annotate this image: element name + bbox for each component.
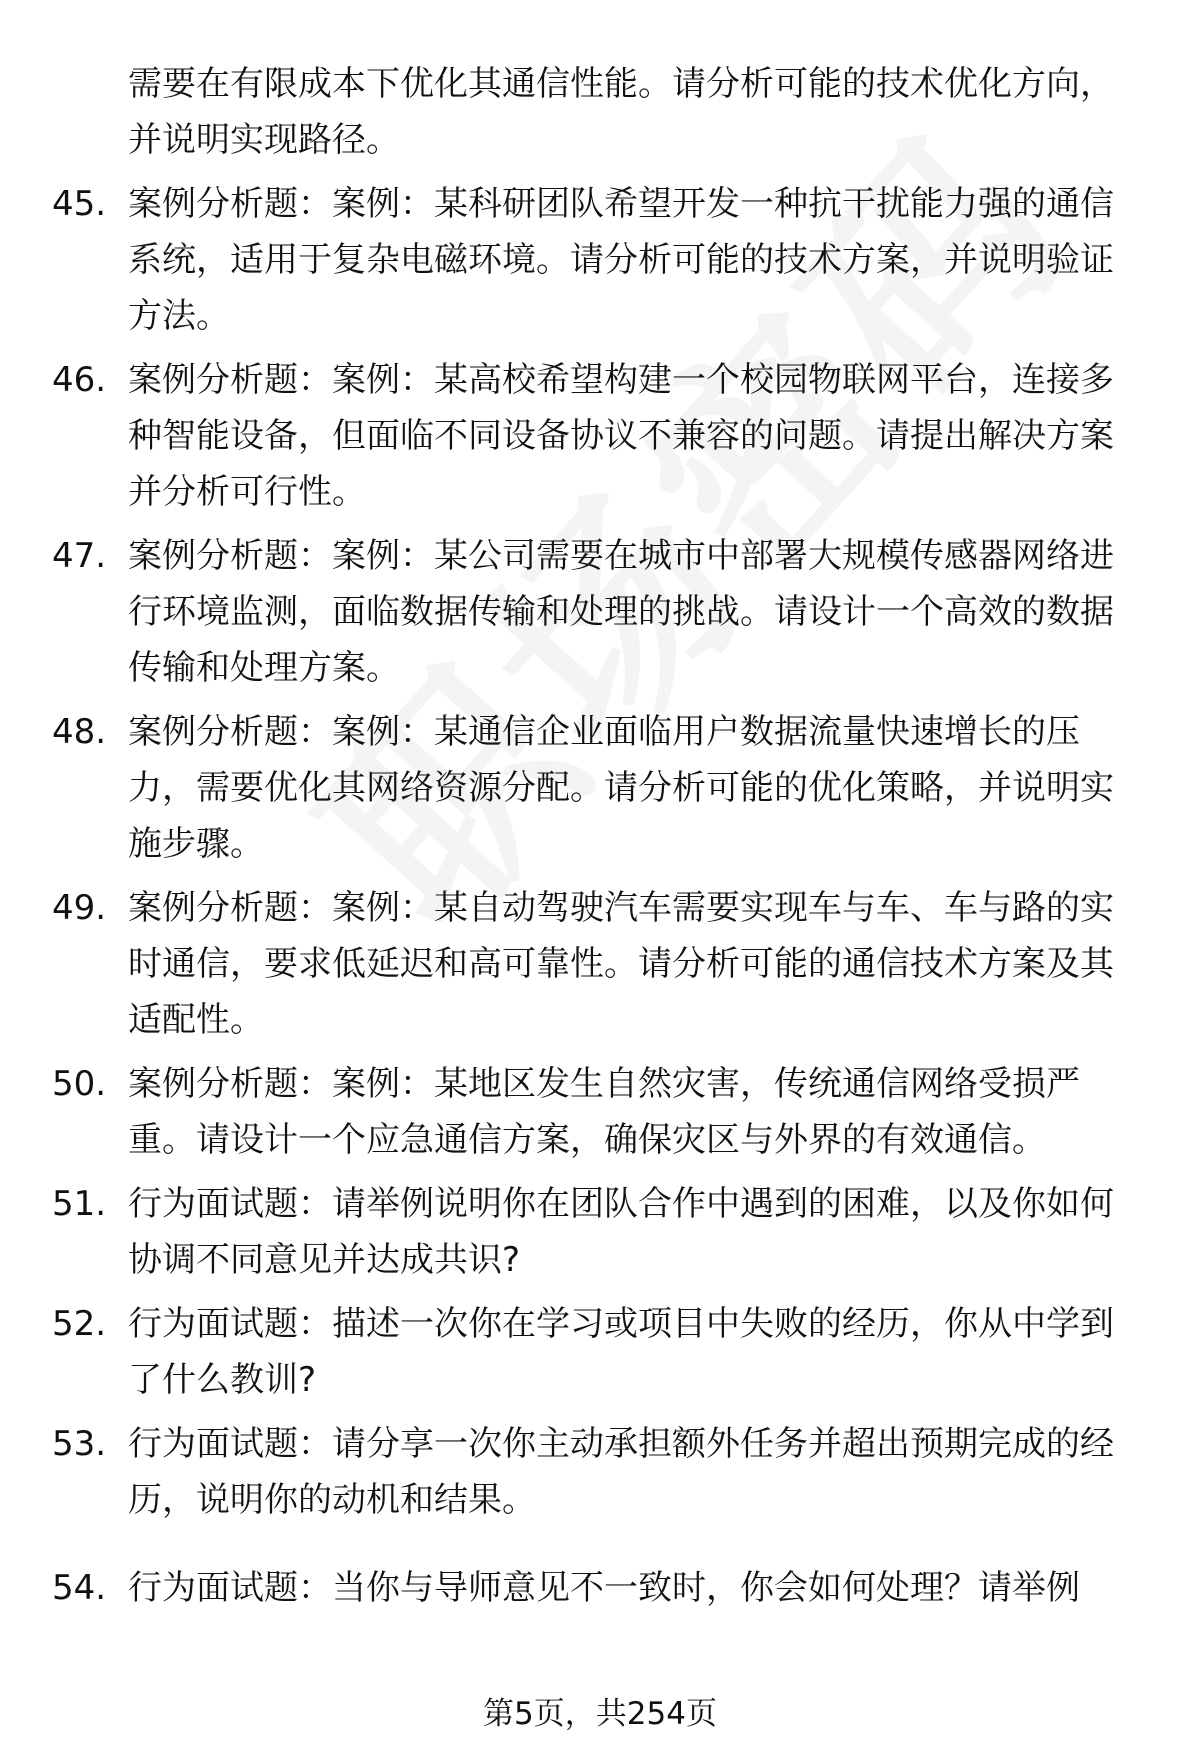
question-item-49 [52,880,1133,1048]
question-text: 案例分析题：案例：某通信企业面临用户数据流量快速增长的压力，需要优化其网络资源分配。请分析可能的优化策略，并说明实施步骤。 [128,712,1114,864]
question-text: 案例分析题：案例：某自动驾驶汽车需要实现车与车、车与路的实时通信，要求低延迟和高可靠性。请分析可能的通信技术方案及其适配性。 [128,888,1114,1040]
question-text: 行为面试题：请举例说明你在团队合作中遇到的困难，以及你如何协调不同意见并达成共识? [128,1184,1114,1280]
question-text: 案例分析题：案例：某科研团队希望开发一种抗干扰能力强的通信系统，适用于复杂电磁环境。请分析可能的技术方案，并说明验证方法。 [128,184,1114,336]
question-number: 53. [52,1424,107,1464]
question-number: 46. [52,360,107,400]
question-item-54 [52,1560,1133,1616]
question-item-50 [52,1056,1133,1168]
question-number: 52. [52,1304,107,1344]
question-number: 45. [52,184,107,224]
question-number: 50. [52,1064,107,1104]
question-number: 47. [52,536,107,576]
continuation-paragraph: 需要在有限成本下优化其通信性能。请分析可能的技术优化方向，并说明实现路径。 [128,64,1114,160]
page-footer: 第5页，共254页 [483,1696,717,1732]
question-text: 案例分析题：案例：某高校希望构建一个校园物联网平台，连接多种智能设备，但面临不同设备协议不兼容的问题。请提出解决方案并分析可行性。 [128,360,1114,512]
question-text: 行为面试题：描述一次你在学习或项目中失败的经历，你从中学到了什么教训? [128,1304,1114,1400]
question-item-47 [52,528,1133,696]
question-item-46 [52,352,1133,520]
question-number: 49. [52,888,107,928]
question-item-48 [52,704,1133,872]
question-number: 51. [52,1184,107,1224]
question-number: 48. [52,712,107,752]
question-text: 案例分析题：案例：某公司需要在城市中部署大规模传感器网络进行环境监测，面临数据传输和处理的挑战。请设计一个高效的数据传输和处理方案。 [128,536,1114,688]
question-text: 行为面试题：请分享一次你主动承担额外任务并超出预期完成的经历，说明你的动机和结果。 [128,1424,1114,1520]
question-item-52 [52,1296,1133,1408]
question-item-53 [52,1416,1133,1528]
question-item-51 [52,1176,1133,1288]
question-text: 案例分析题：案例：某地区发生自然灾害，传统通信网络受损严重。请设计一个应急通信方案，确保灾区与外界的有效通信。 [128,1064,1080,1160]
question-number: 54. [52,1568,107,1608]
question-item-45 [52,176,1133,344]
question-text: 行为面试题：当你与导师意见不一致时，你会如何处理？请举例 [128,1568,1080,1608]
